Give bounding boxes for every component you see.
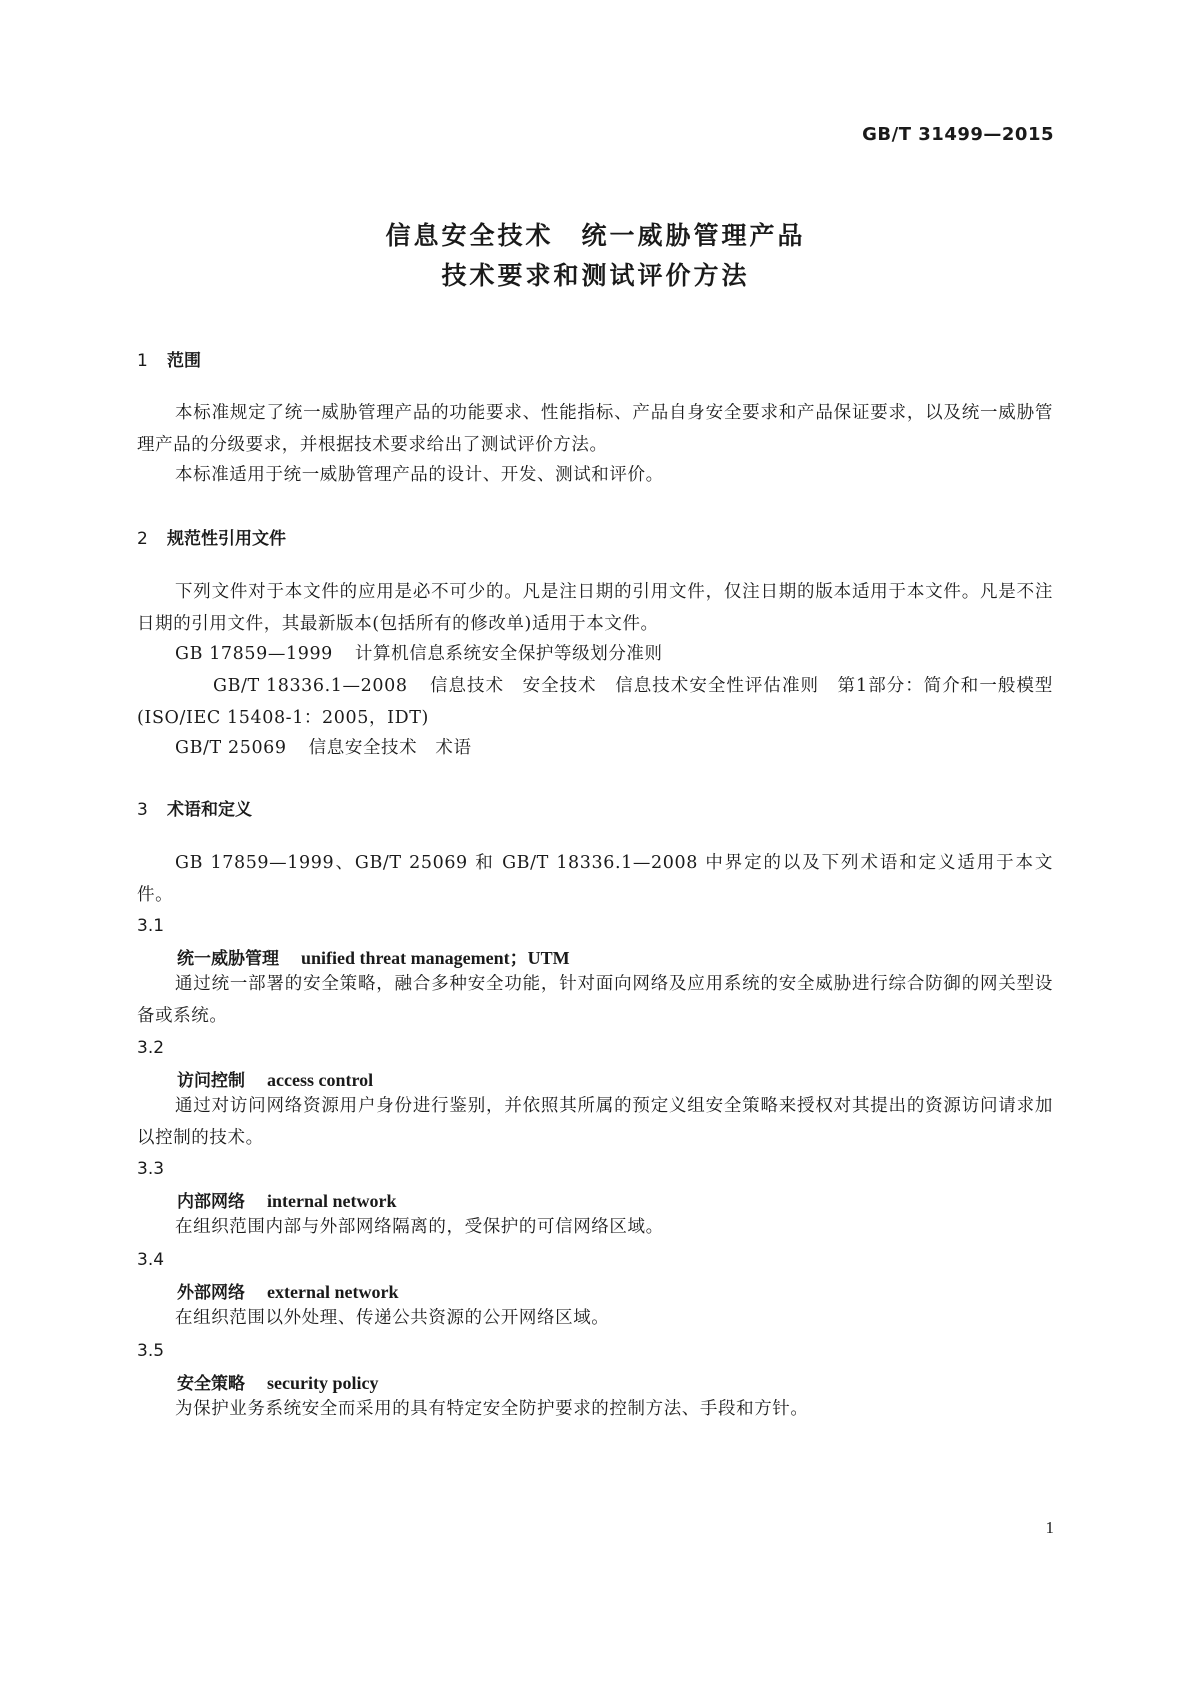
term-en: external network — [267, 1282, 399, 1302]
term-zh: 统一威胁管理 — [177, 949, 279, 969]
term-number: 3.3 — [137, 1159, 165, 1179]
paragraph: 本标准规定了统一威胁管理产品的功能要求、性能指标、产品自身安全要求和产品保证要求，以及统一威胁管理产品的分级要求，并根据技术要求给出了测试评价方法。 — [137, 403, 1053, 455]
section-title: 规范性引用文件 — [167, 529, 286, 549]
reference-code: GB/T 25069 — [175, 738, 287, 758]
document-title-line1: 信息安全技术 统一威胁管理产品 — [385, 221, 806, 250]
reference-title: 信息安全技术 术语 — [308, 738, 472, 758]
term-zh: 安全策略 — [177, 1374, 245, 1394]
term-entry — [177, 944, 570, 970]
reference-title: 信息技术 安全技术 信息技术安全性评估准则 第1部分：简介和一般模型(ISO/IEC 15408-1：2005，IDT) — [137, 676, 1053, 728]
section-number: 2 — [137, 529, 148, 549]
reference-item — [175, 640, 663, 665]
term-number: 3.4 — [137, 1250, 165, 1270]
reference-item — [175, 734, 472, 759]
term-en: security policy — [267, 1373, 379, 1393]
term-number: 3.1 — [137, 916, 165, 936]
term-number: 3.5 — [137, 1341, 165, 1361]
section-number: 3 — [137, 800, 148, 820]
paragraph: GB 17859—1999、GB/T 25069 和 GB/T 18336.1—2008 中界定的以及下列术语和定义适用于本文件。 — [137, 853, 1054, 905]
reference-title: 计算机信息系统安全保护等级划分准则 — [354, 644, 663, 664]
section-heading-scope — [137, 346, 201, 371]
term-entry — [177, 1278, 398, 1303]
term-definition: 通过统一部署的安全策略，融合多种安全功能，针对面向网络及应用系统的安全威胁进行综合防御的网关型设备或系统。 — [137, 974, 1053, 1026]
term-zh: 访问控制 — [177, 1071, 245, 1091]
term-number: 3.2 — [137, 1038, 165, 1058]
reference-code: GB/T 18336.1—2008 — [213, 676, 408, 696]
page-number: 1 — [1045, 1518, 1054, 1537]
term-en: internal network — [267, 1191, 397, 1211]
section-number: 1 — [137, 351, 148, 371]
term-definition: 通过对访问网络资源用户身份进行鉴别，并依照其所属的预定义组安全策略来授权对其提出的资源访问请求加以控制的技术。 — [137, 1096, 1053, 1148]
term-entry — [177, 1187, 397, 1212]
paragraph: 本标准适用于统一威胁管理产品的设计、开发、测试和评价。 — [175, 465, 664, 485]
section-title: 术语和定义 — [167, 800, 252, 820]
document-title-line2: 技术要求和测试评价方法 — [441, 261, 750, 290]
term-entry — [177, 1369, 378, 1394]
section-title: 范围 — [167, 351, 201, 371]
term-entry — [177, 1066, 373, 1091]
term-zh: 内部网络 — [177, 1192, 245, 1212]
standard-code: GB/T 31499—2015 — [862, 124, 1054, 145]
term-definition: 在组织范围内部与外部网络隔离的，受保护的可信网络区域。 — [175, 1217, 664, 1237]
term-en: access control — [267, 1070, 374, 1090]
term-definition: 为保护业务系统安全而采用的具有特定安全防护要求的控制方法、手段和方针。 — [175, 1399, 809, 1419]
term-definition: 在组织范围以外处理、传递公共资源的公开网络区域。 — [175, 1308, 610, 1328]
paragraph: 下列文件对于本文件的应用是必不可少的。凡是注日期的引用文件，仅注日期的版本适用于本文件。凡是不注日期的引用文件，其最新版本(包括所有的修改单)适用于本文件。 — [137, 582, 1053, 634]
reference-item — [137, 670, 1053, 734]
section-heading-terms-definitions — [137, 795, 252, 820]
term-en: unified threat management；UTM — [301, 948, 570, 968]
section-heading-normative-references — [137, 524, 286, 549]
reference-code: GB 17859—1999 — [175, 644, 333, 664]
term-zh: 外部网络 — [177, 1283, 245, 1303]
